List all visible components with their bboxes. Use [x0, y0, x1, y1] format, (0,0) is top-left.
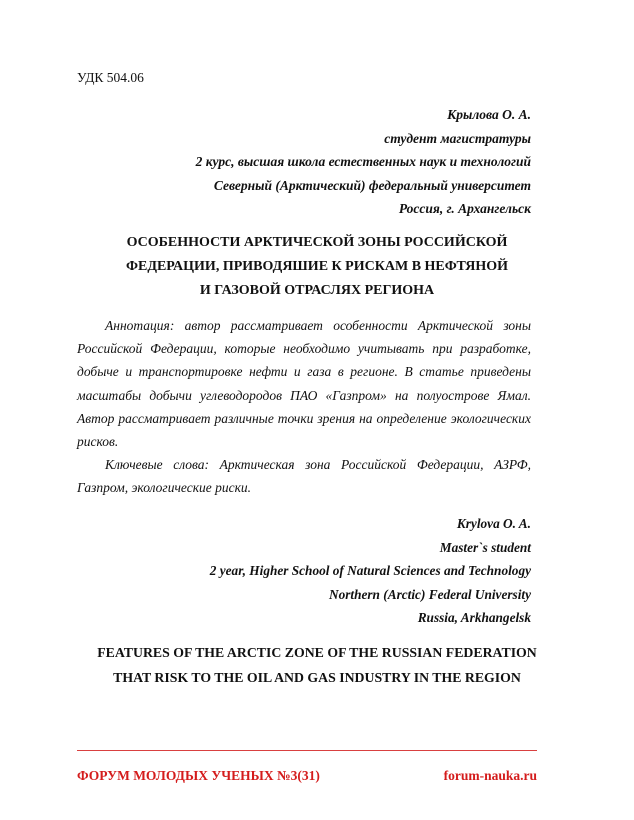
author-block-ru	[196, 103, 531, 221]
footer-journal: ФОРУМ МОЛОДЫХ УЧЕНЫХ №3(31)	[77, 768, 320, 783]
title-ru-line: ОСОБЕННОСТИ АРКТИЧЕСКОЙ ЗОНЫ РОССИЙСКОЙ	[126, 235, 508, 250]
author-location-ru: Россия, г. Архангельск	[398, 201, 531, 216]
author-status-ru: студент магистратуры	[384, 130, 531, 146]
author-block-en	[210, 512, 531, 630]
title-en-line: FEATURES OF THE ARCTIC ZONE OF THE RUSSIAN FEDERATION	[97, 645, 537, 660]
footer-divider	[77, 750, 537, 751]
title-ru-line: И ГАЗОВОЙ ОТРАСЛЯХ РЕГИОНА	[199, 283, 435, 298]
author-location-en: Russia, Arkhangelsk	[417, 610, 531, 626]
author-name-en: Krylova O. A.	[456, 516, 531, 531]
author-university-ru: Северный (Арктический) федеральный университет	[213, 177, 531, 193]
title-ru-line: ФЕДЕРАЦИИ, ПРИВОДЯШИЕ К РИСКАМ В НЕФТЯНОЙ	[125, 259, 509, 274]
author-status-en: Master`s student	[439, 539, 531, 555]
author-name-ru: Крылова О. А.	[447, 107, 531, 122]
author-school-ru: 2 курс, высшая школа естественных наук и технологий	[195, 154, 531, 169]
udk-code: УДК 504.06	[77, 70, 144, 85]
paper-title-ru	[60, 231, 574, 303]
abstract-section	[77, 314, 531, 500]
paper-title-en	[60, 640, 574, 690]
footer-site-link[interactable]: forum-nauka.ru	[443, 768, 537, 783]
abstract-paragraph: Аннотация: автор рассматривает особенности Арктической зоны Российской Федерации, которые необходимо учитывать при разработке, добыче и транспортировке нефти и газа в регионе. В статье приведены масштабы добычи углеводородов ПАО «Газпром» на полуострове Ямал. Автор рассматривает различные точки зрения на определение экологических рисков.	[77, 318, 531, 450]
keywords-paragraph: Ключевые слова: Арктическая зона Российской Федерации, АЗРФ, Газпром, экологические риски.	[77, 457, 531, 496]
title-en-line: THAT RISK TO THE OIL AND GAS INDUSTRY IN THE REGION	[113, 670, 521, 685]
author-school-en: 2 year, Higher School of Natural Sciences and Technology	[209, 563, 531, 579]
author-university-en: Northern (Arctic) Federal University	[328, 586, 531, 602]
